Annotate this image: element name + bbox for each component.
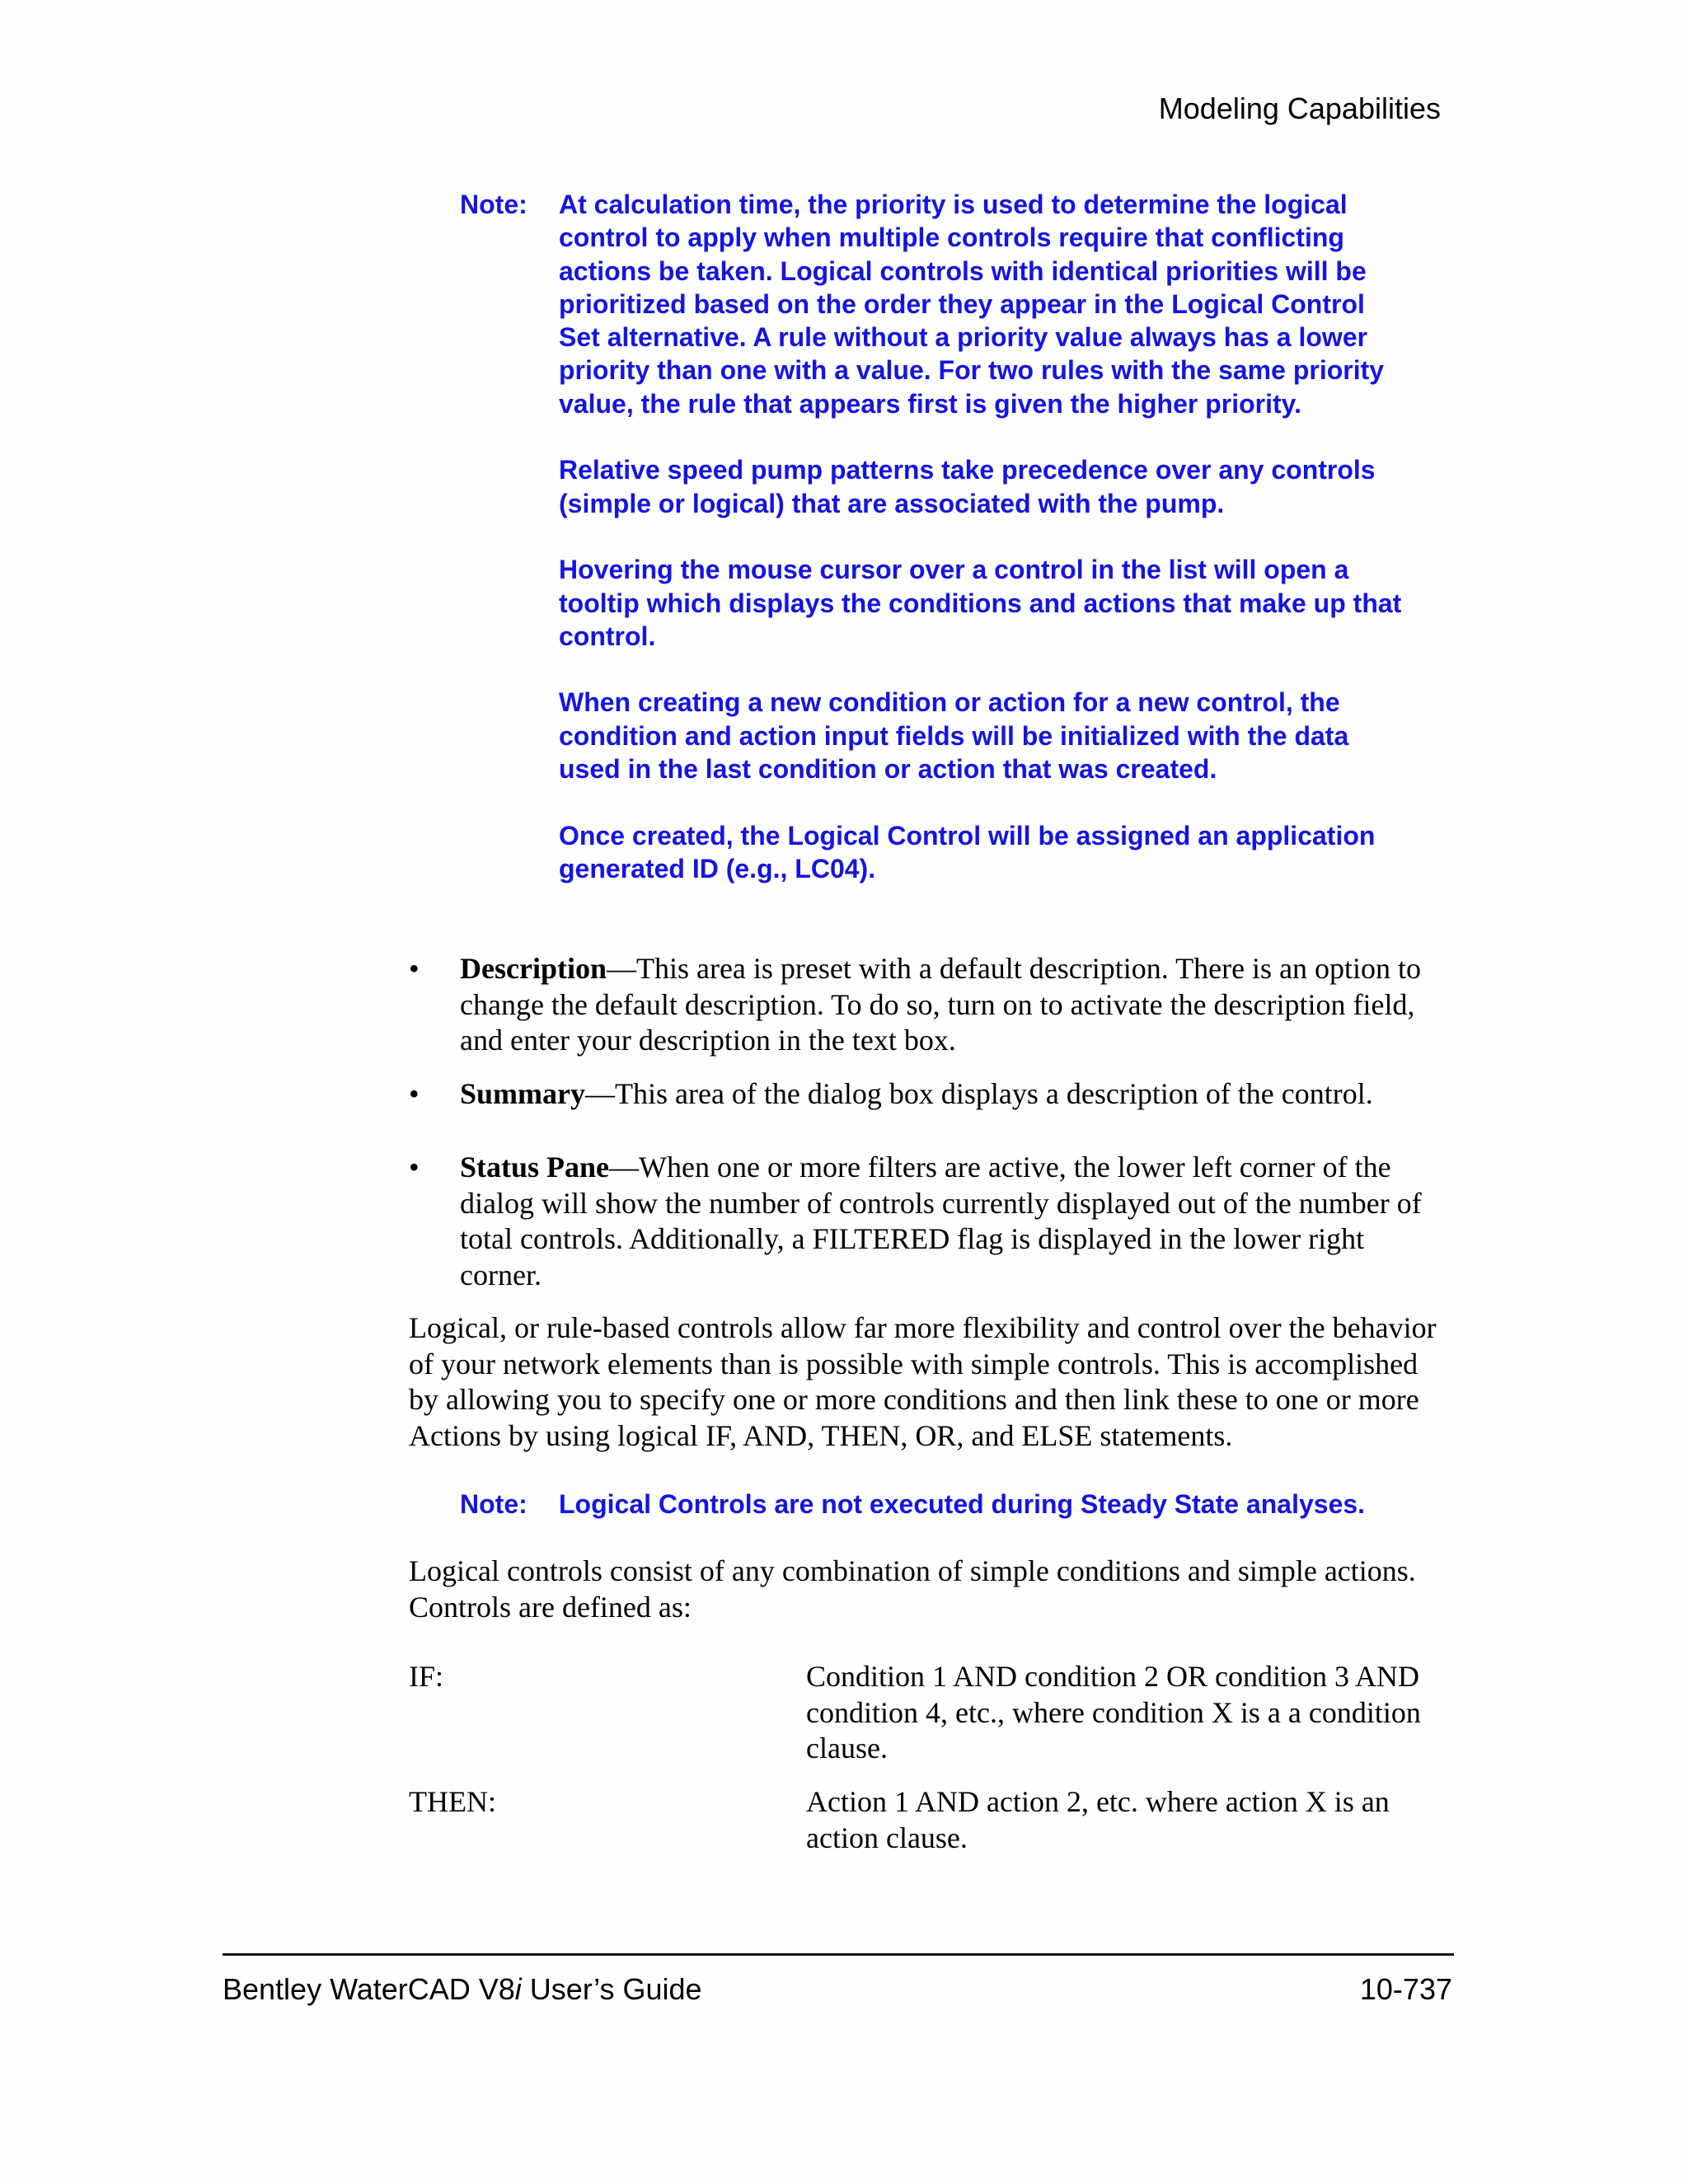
running-header: Modeling Capabilities — [1158, 91, 1441, 125]
footer-guide-prefix: Bentley WaterCAD V8 — [223, 1972, 515, 2006]
bullet-body: —This area is preset with a default description. There is an option to change the default description. To do so, turn on to activate the description field, and enter your description in the text box. — [460, 952, 1422, 1057]
note-paragraph: Relative speed pump patterns take precedence over any controls (simple or logical) that are associated with the pump. — [559, 455, 1376, 518]
footer-guide-italic: i — [514, 1972, 522, 2006]
definition-term-then: THEN: — [409, 1785, 496, 1818]
note-label: Note: — [460, 190, 528, 219]
footer-page-number: 10-737 — [1359, 1972, 1452, 2006]
note-paragraph: Once created, the Logical Control will be assigned an application generated ID (e.g., LC04). — [559, 820, 1376, 883]
paragraph-controls-defined: Logical controls consist of any combination of simple conditions and simple actions. Controls are defined as: — [409, 1554, 1416, 1624]
definition-term-if: IF: — [409, 1660, 444, 1693]
bullet-term: Summary — [460, 1077, 585, 1110]
footer-rule — [223, 1953, 1454, 1956]
note-paragraph: When creating a new condition or action for a new control, the condition and action input fields will be initialized with the data used in the last condition or action that was created. — [559, 687, 1349, 785]
bullet-marker: • — [409, 952, 420, 985]
paragraph-logical-controls: Logical, or rule-based controls allow far more flexibility and control over the behavior of your network elements than is possible with simple controls. This is accomplished by allowing you to specify one or more conditions and then link these to one or more Actions by using logical IF, AND, THEN, OR, and ELSE statements. — [409, 1311, 1437, 1452]
note-body — [559, 188, 1408, 885]
note-paragraph: At calculation time, the priority is used to determine the logical control to apply when multiple controls require that conflicting actions be taken. Logical controls with identical priorities will be prioritized based on the order they appear in the Logical Control Set alternative. A rule without a priority value always has a lower priority than one with a value. For two rules with the same priority value, the rule that appears first is given the higher priority. — [559, 190, 1385, 419]
note-paragraph: Hovering the mouse cursor over a control in the list will open a tooltip which displays the conditions and actions that make up that control. — [559, 555, 1402, 651]
bullet-term: Description — [460, 952, 607, 985]
bullet-body: —This area of the dialog box displays a description of the control. — [585, 1077, 1373, 1110]
bullet-body: —When one or more filters are active, the lower left corner of the dialog will show the number of controls currently displayed out of the number of total controls. Additionally, a FILTERED flag is displayed in the lower right corner. — [460, 1151, 1422, 1291]
note-body — [559, 1488, 1408, 1521]
bullet-term: Status Pane — [460, 1151, 610, 1183]
definition-desc-if: Condition 1 AND condition 2 OR condition 3 AND condition 4, etc., where condition X is a a condition clause. — [806, 1660, 1421, 1765]
footer-guide-suffix: User’s Guide — [521, 1972, 702, 2006]
note-paragraph: Logical Controls are not executed during Steady State analyses. — [559, 1489, 1366, 1519]
bullet-marker: • — [409, 1151, 420, 1183]
footer-guide-title — [223, 1970, 702, 2009]
bullet-marker: • — [409, 1077, 420, 1110]
bullet-text — [460, 951, 1447, 1059]
definition-desc-then: Action 1 AND action 2, etc. where action X is an action clause. — [806, 1785, 1390, 1854]
note-label: Note: — [460, 1489, 528, 1519]
bullet-text — [460, 1076, 1447, 1113]
bullet-text — [460, 1150, 1447, 1293]
